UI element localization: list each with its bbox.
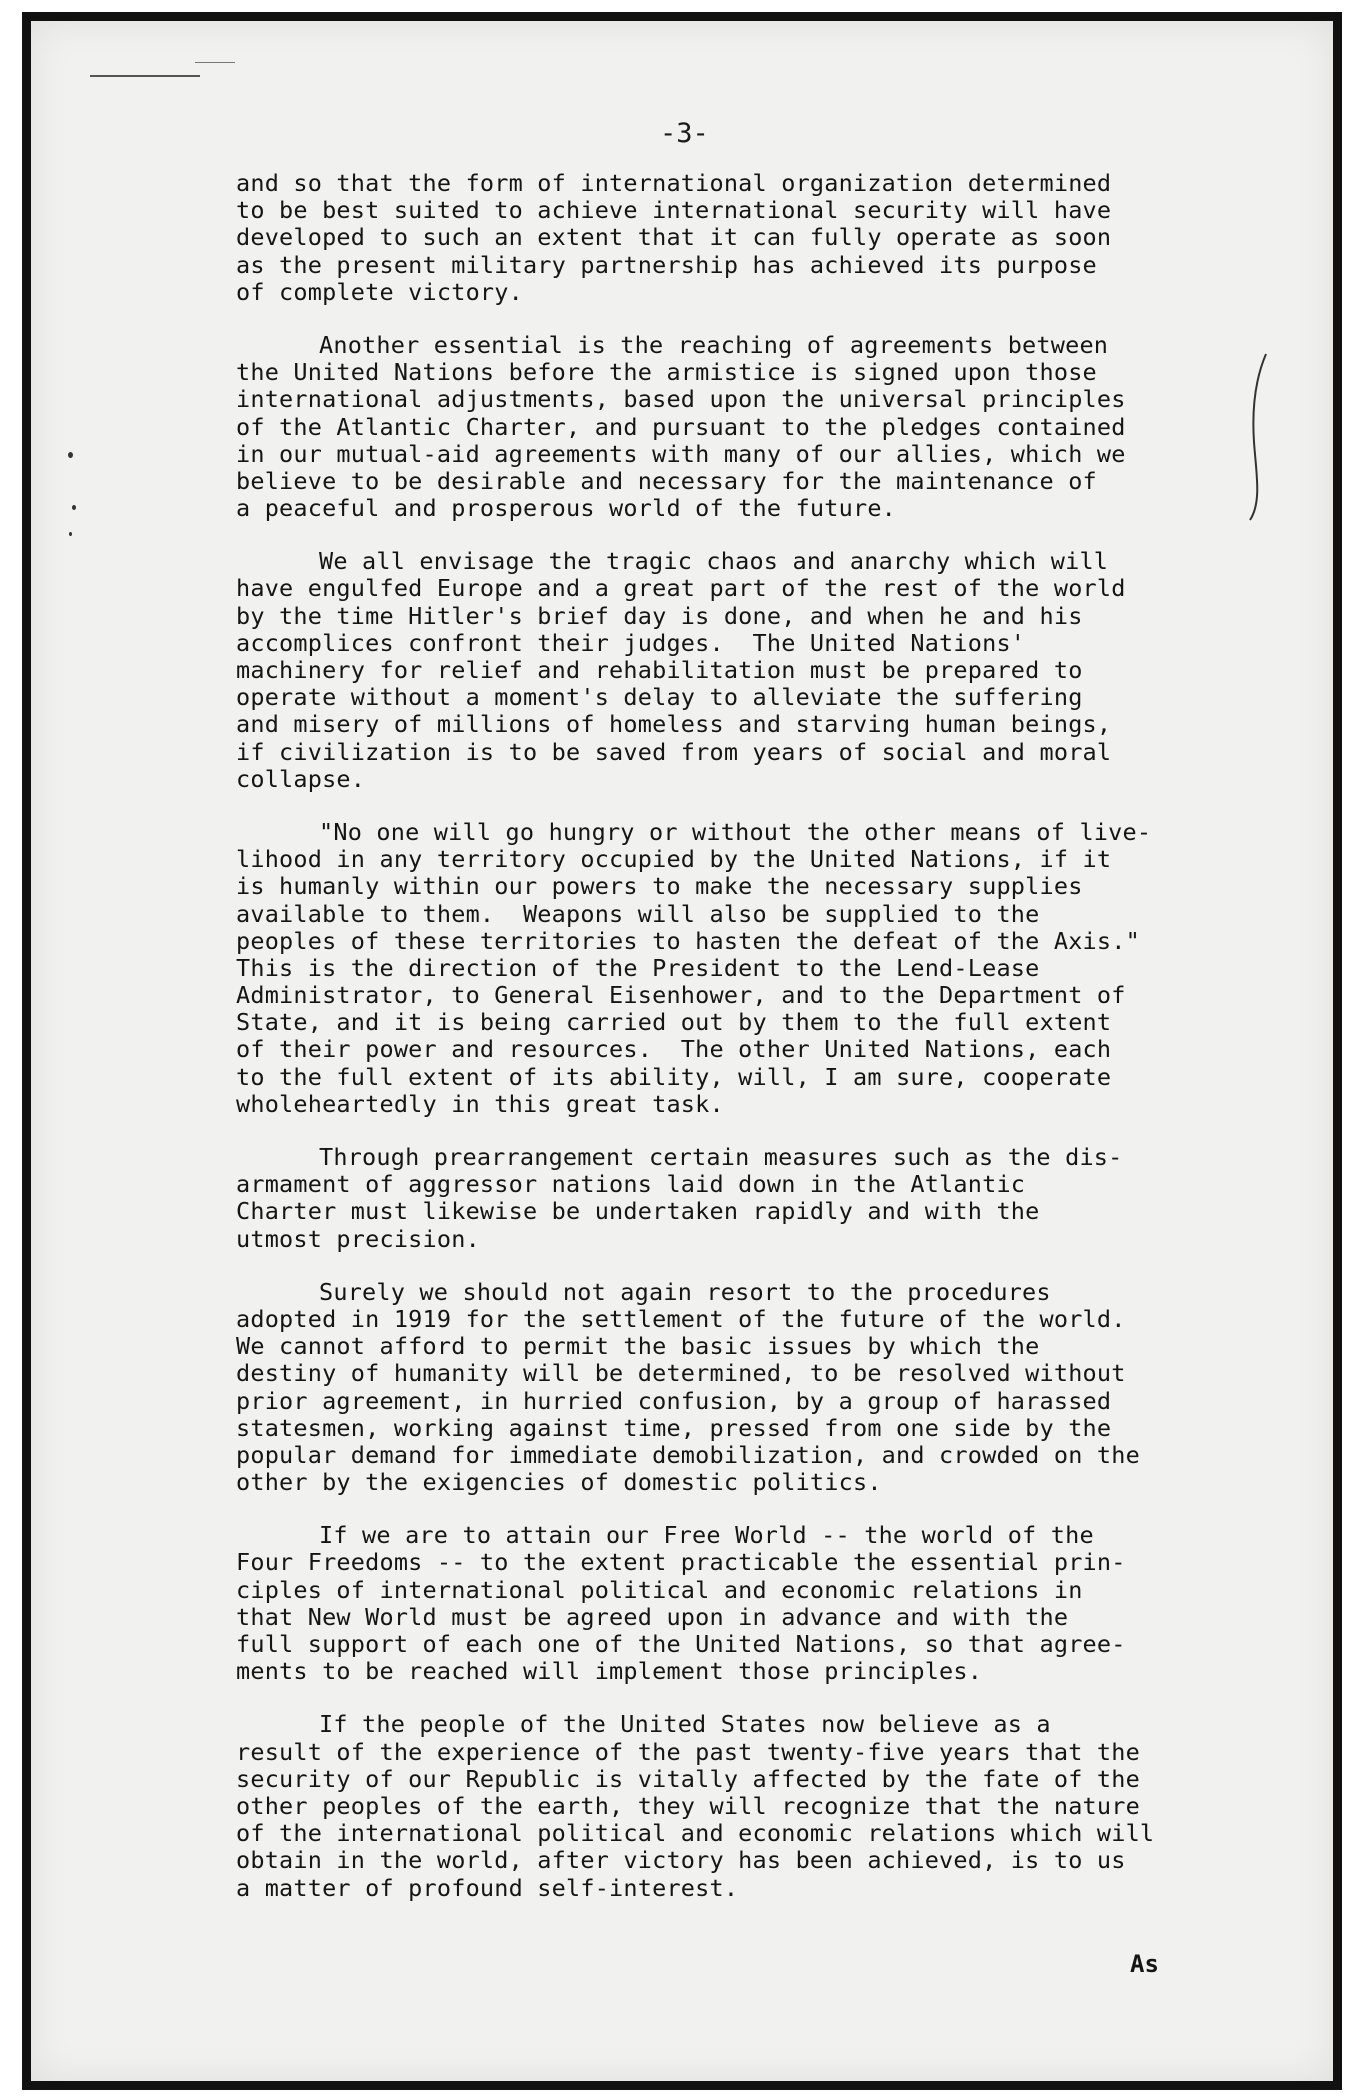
paragraph: [236, 1711, 1276, 1901]
text-line: of the Atlantic Charter, and pursuant to the pledges contained: [236, 412, 1126, 441]
continuation-word: As: [1130, 1950, 1159, 1978]
text-line: by the time Hitler's brief day is done, and when he and his: [236, 601, 1083, 630]
margin-bracket-mark: [1248, 352, 1270, 522]
text-line: If we are to attain our Free World -- the world of the: [319, 1521, 1094, 1550]
text-line: State, and it is being carried out by them to the full extent: [236, 1008, 1112, 1037]
text-line: result of the experience of the past twenty-five years that the: [236, 1737, 1140, 1766]
text-line: and misery of millions of homeless and starving human beings,: [236, 710, 1112, 739]
text-line: adopted in 1919 for the settlement of the future of the world.: [236, 1304, 1126, 1333]
text-line: available to them. Weapons will also be supplied to the: [236, 899, 1040, 928]
text-line: destiny of humanity will be determined, to be resolved without: [236, 1359, 1126, 1388]
scratch-mark: [90, 75, 200, 77]
text-line: ciples of international political and economic relations in: [236, 1575, 1083, 1604]
text-line: Four Freedoms -- to the extent practicable the essential prin-: [236, 1548, 1126, 1577]
text-line: If the people of the United States now believe as a: [319, 1710, 1051, 1739]
text-line: operate without a moment's delay to alleviate the suffering: [236, 683, 1083, 712]
text-line: security of our Republic is vitally affected by the fate of the: [236, 1764, 1140, 1793]
text-line: obtain in the world, after victory has been achieved, is to us: [236, 1846, 1126, 1875]
paragraph: [236, 332, 1276, 522]
text-line: utmost precision.: [236, 1224, 480, 1253]
text-line: other peoples of the earth, they will recognize that the nature: [236, 1791, 1140, 1820]
text-line: wholeheartedly in this great task.: [236, 1089, 724, 1118]
text-line: to be best suited to achieve international security will have: [236, 196, 1112, 225]
text-line: Through prearrangement certain measures such as the dis-: [319, 1143, 1123, 1171]
text-line: Administrator, to General Eisenhower, and to the Department of: [236, 981, 1126, 1010]
document-body: [236, 170, 1276, 1928]
text-line: popular demand for immediate demobilization, and crowded on the: [236, 1440, 1140, 1469]
text-line: machinery for relief and rehabilitation must be prepared to: [236, 656, 1083, 684]
ink-speck: [68, 452, 73, 458]
text-line: if civilization is to be saved from years of social and moral: [236, 737, 1112, 766]
paragraph: [236, 170, 1276, 306]
text-line: armament of aggressor nations laid down in the Atlantic: [236, 1170, 1026, 1199]
text-line: We cannot afford to permit the basic issues by which the: [236, 1332, 1040, 1361]
text-line: as the present military partnership has achieved its purpose: [236, 250, 1097, 279]
page-number: -3-: [660, 118, 709, 149]
text-line: lihood in any territory occupied by the United Nations, if it: [236, 845, 1112, 874]
paragraph: [236, 819, 1276, 1118]
paragraph: [236, 1522, 1276, 1685]
text-line: have engulfed Europe and a great part of the rest of the world: [236, 574, 1126, 603]
text-line: a matter of profound self-interest.: [236, 1873, 739, 1902]
paragraph: [236, 1144, 1276, 1253]
text-line: "No one will go hungry or without the other means of live-: [319, 817, 1152, 846]
text-line: to the full extent of its ability, will, I am sure, cooperate: [236, 1062, 1112, 1091]
text-line: is humanly within our powers to make the necessary supplies: [236, 872, 1083, 901]
paragraph: [236, 1279, 1276, 1497]
paragraph: [236, 548, 1276, 793]
text-line: of the international political and economic relations which will: [236, 1819, 1155, 1848]
text-line: peoples of these territories to hasten the defeat of the Axis.": [236, 926, 1140, 955]
text-line: that New World must be agreed upon in advance and with the: [236, 1602, 1069, 1631]
text-line: developed to such an extent that it can fully operate as soon: [236, 223, 1112, 252]
text-line: of their power and resources. The other United Nations, each: [236, 1035, 1112, 1064]
text-line: Surely we should not again resort to the procedures: [319, 1277, 1051, 1306]
ink-speck: [69, 532, 72, 536]
text-line: collapse.: [236, 764, 366, 793]
text-line: and so that the form of international organization determined: [236, 169, 1112, 197]
text-line: believe to be desirable and necessary for the maintenance of: [236, 466, 1097, 495]
text-line: other by the exigencies of domestic politics.: [236, 1468, 882, 1497]
text-line: accomplices confront their judges. The United Nations': [236, 628, 1026, 657]
text-line: in our mutual-aid agreements with many of our allies, which we: [236, 439, 1126, 468]
text-line: This is the direction of the President to the Lend-Lease: [236, 953, 1040, 982]
text-line: Charter must likewise be undertaken rapidly and with the: [236, 1197, 1040, 1226]
text-line: ments to be reached will implement those principles.: [236, 1657, 983, 1686]
text-line: of complete victory.: [236, 277, 523, 306]
ink-speck: [72, 505, 76, 510]
scratch-mark: [195, 62, 235, 63]
text-line: statesmen, working against time, pressed from one side by the: [236, 1413, 1112, 1442]
text-line: a peaceful and prosperous world of the future.: [236, 494, 897, 523]
text-line: prior agreement, in hurried confusion, by a group of harassed: [236, 1386, 1112, 1415]
text-line: full support of each one of the United Nations, so that agree-: [236, 1630, 1126, 1658]
text-line: the United Nations before the armistice is signed upon those: [236, 358, 1097, 387]
text-line: international adjustments, based upon the universal principles: [236, 385, 1126, 414]
text-line: Another essential is the reaching of agreements between: [319, 330, 1109, 359]
text-line: We all envisage the tragic chaos and anarchy which will: [319, 547, 1109, 576]
